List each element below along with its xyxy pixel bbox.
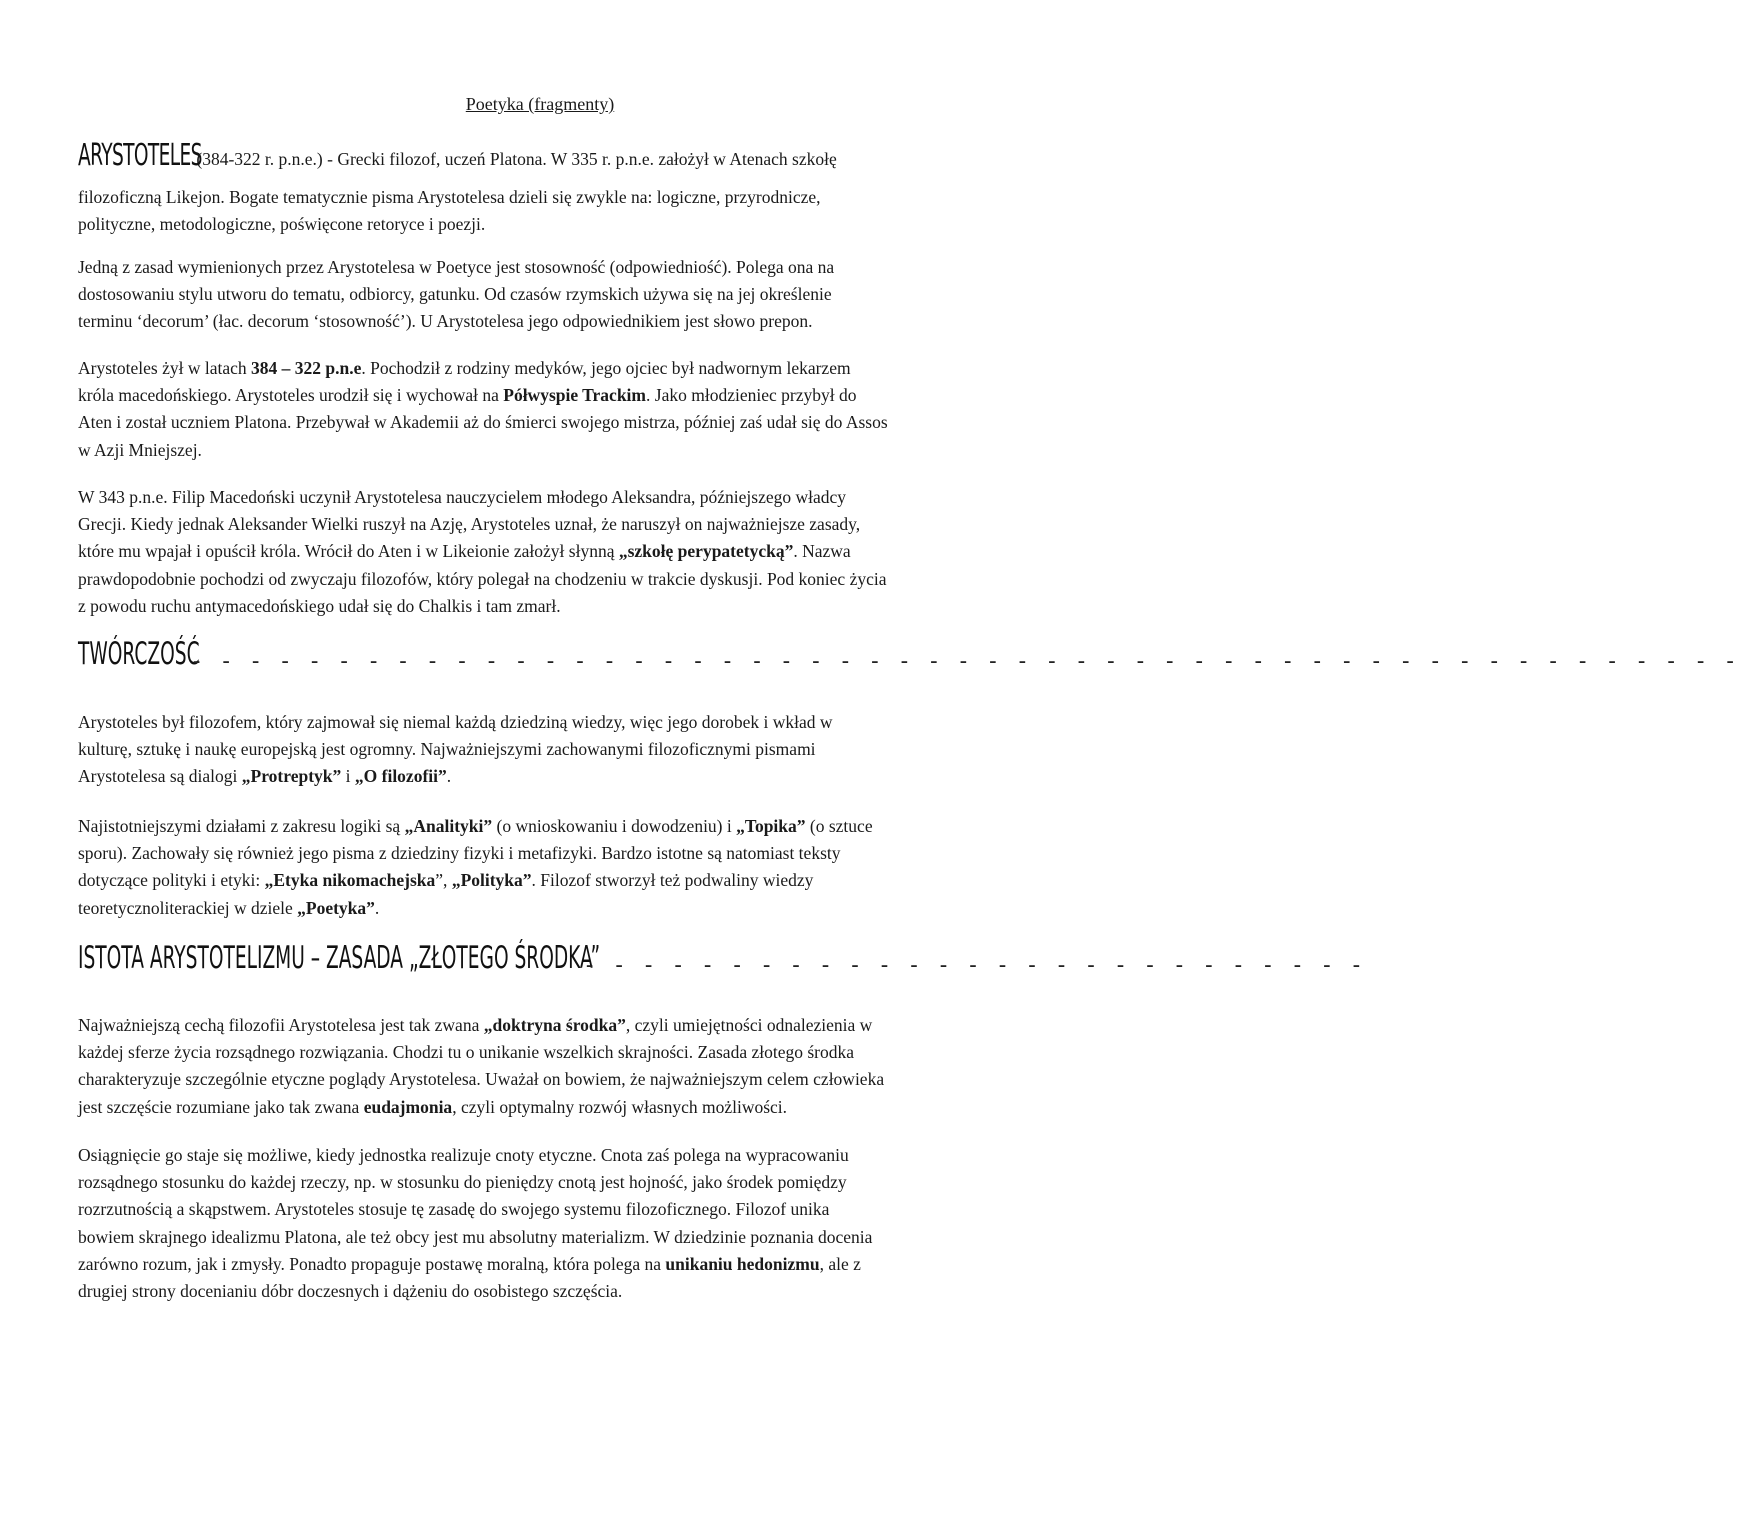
- text-line: każdej sferze życia rozsądnego rozwiązania. Chodzi tu o unikanie wszelkich skrajności. Zasada złotego środka: [78, 1042, 855, 1063]
- text-line: bowiem skrajnego idealizmu Platona, ale też obcy jest mu absolutny materializm. W dziedzinie poznania docenia: [78, 1226, 873, 1247]
- text-line: [78, 355, 1008, 382]
- text-line: [78, 382, 1008, 409]
- text: , czyli umiejętności odnalezienia w: [625, 1015, 873, 1035]
- intro-line-1: [78, 138, 837, 173]
- text: . Nazwa: [793, 541, 851, 562]
- section-heading-tworczosc: [78, 636, 1738, 683]
- text-line: sporu). Zachowały się również jego pisma z dziedziny fizyki i metafizyki. Bardzo istotne są natomiast teksty: [78, 843, 841, 864]
- text-line: dostosowaniu stylu utworu do tematu, odbiorcy, gatunku. Od czasów rzymskich używa się na jej określenie: [78, 284, 832, 305]
- text: . Pochodził z rodziny medyków, jego ojciec był nadwornym lekarzem: [361, 358, 851, 378]
- paragraph-decorum: [78, 254, 1008, 336]
- section-title: TWÓRCZOŚĆ: [78, 636, 200, 672]
- text: , ale z: [819, 1253, 861, 1274]
- text: , czyli optymalny rozwój własnych możliwości.: [452, 1096, 788, 1117]
- text-line: [78, 1012, 1008, 1039]
- text-line: [78, 867, 1008, 894]
- paragraph-works: [78, 709, 1008, 791]
- text-line: [78, 1251, 1008, 1278]
- text-line: w Azji Mniejszej.: [78, 439, 202, 460]
- page-title: Poetyka (fragmenty): [465, 94, 615, 114]
- text-line: Aten i został uczniem Platona. Przebywał w Akademii aż do śmierci swojego mistrza, później zaś udał się do Assos: [78, 412, 888, 433]
- text: . Filozof stworzył też podwaliny wiedzy: [531, 870, 814, 891]
- text-line: [78, 1094, 1008, 1121]
- text-line: W 343 p.n.e. Filip Macedoński uczynił Arystotelesa nauczycielem młodego Aleksandra, późniejszego władcy: [78, 487, 847, 507]
- text-line: [78, 813, 1008, 840]
- intro-paragraph: [78, 184, 1008, 238]
- text: .: [374, 897, 380, 918]
- dashed-rule: - - - - - - - - - - - - - - - - - - - - - - - - - - -: [583, 953, 1365, 978]
- text: Arystoteles żył w latach: [78, 358, 252, 378]
- text: (o sztuce: [805, 816, 873, 836]
- section-title: ISTOTA ARYSTOTELIZMU – ZASADA „ZŁOTEGO ŚRODKA”: [78, 940, 601, 976]
- bold-text: unikaniu hedonizmu: [665, 1253, 820, 1274]
- bold-text: „Protreptyk”: [241, 766, 342, 787]
- text: Najważniejszą cechą filozofii Arystotelesa jest tak zwana: [78, 1015, 484, 1035]
- text: . Jako młodzieniec przybył do: [646, 385, 857, 406]
- text-line: rozrzutnością a skąpstwem. Arystoteles stosuje tę zasadę do swojego systemu filozoficznego. Filozof unika: [78, 1199, 830, 1220]
- bold-text: „Poetyka”: [297, 897, 375, 918]
- text-line: Grecji. Kiedy jednak Aleksander Wielki ruszył na Azję, Arystoteles uznał, że naruszył on najważniejsze zasady,: [78, 514, 861, 535]
- text: ”,: [435, 870, 452, 891]
- text-line: Osiągnięcie go staje się możliwe, kiedy jednostka realizuje cnoty etyczne. Cnota zaś polega na wypracowaniu: [78, 1145, 849, 1165]
- section-heading-golden-mean: [78, 940, 1365, 987]
- text: .: [446, 766, 452, 787]
- text: dotyczące polityki i etyki:: [78, 870, 265, 891]
- bold-text: „Analityki”: [404, 816, 493, 836]
- bold-text: „O filozofii”: [354, 766, 447, 787]
- bold-text: „Polityka”: [451, 870, 532, 891]
- paragraph-alexander: [78, 484, 1008, 620]
- text-line: [78, 895, 1008, 922]
- bold-text: 384 – 322 p.n.e: [251, 358, 362, 378]
- paragraph-logic: [78, 813, 1008, 922]
- text-line: prawdopodobnie pochodzi od zwyczaju filozofów, który polegał na chodzeniu w trakcie dyskusji. Pod koniec życia: [78, 568, 887, 589]
- text: Arystotelesa są dialogi: [78, 766, 242, 787]
- text-line: Arystoteles był filozofem, który zajmował się niemal każdą dziedziną wiedzy, więc jego dorobek i wkład w: [78, 712, 833, 732]
- text: i: [341, 766, 355, 787]
- intro-line-2: filozoficzną Likejon. Bogate tematycznie pisma Arystotelesa dzieli się zwykle na: logiczne, przyrodnicze,: [78, 187, 821, 207]
- paragraph-doctrine: [78, 1012, 1008, 1121]
- bold-text: Półwyspie Trackim: [503, 385, 647, 406]
- paragraph-virtue: [78, 1142, 1008, 1305]
- bold-text: „Topika”: [736, 816, 806, 836]
- text: (o wnioskowaniu i dowodzeniu) i: [492, 816, 737, 836]
- text: króla macedońskiego. Arystoteles urodził się i wychował na: [78, 385, 504, 406]
- text-line: rozsądnego stosunku do każdej rzeczy, np. w stosunku do pieniędzy cnotą jest hojność, jako środek pomiędzy: [78, 1172, 847, 1193]
- text-line: terminu ‘decorum’ (łac. decorum ‘stosowność’). U Arystotelesa jego odpowiednikiem jest słowo prepon.: [78, 311, 813, 332]
- author-name-heading: ARYSTOTELES: [78, 138, 202, 173]
- bold-text: eudajmonia: [363, 1096, 453, 1117]
- text: Najistotniejszymi działami z zakresu logiki są: [78, 816, 405, 836]
- bold-text: „szkołę perypatetycką”: [618, 541, 794, 562]
- text: jest szczęście rozumiane jako tak zwana: [78, 1096, 364, 1117]
- bold-text: „Etyka nikomachejska: [264, 870, 436, 891]
- text-line: [78, 538, 1008, 565]
- text-line: kulturę, sztukę i naukę europejską jest ogromny. Najważniejszymi zachowanymi filozoficznymi pismami: [78, 739, 816, 760]
- text: zarówno rozum, jak i zmysły. Ponadto propaguje postawę moralną, która polega na: [78, 1253, 666, 1274]
- paragraph-biography: [78, 355, 1008, 464]
- text-line: drugiej strony docenianiu dóbr doczesnych i dążeniu do osobistego szczęścia.: [78, 1281, 623, 1302]
- text-line: z powodu ruchu antymacedońskiego udał się do Chalkis i tam zmarł.: [78, 595, 561, 616]
- text-line: [78, 763, 1008, 790]
- intro-text: (384-322 r. p.n.e.) - Grecki filozof, uczeń Platona. W 335 r. p.n.e. założył w Atenach szkołę: [192, 149, 837, 169]
- text: teoretycznoliterackiej w dziele: [78, 897, 298, 918]
- intro-line-3: polityczne, metodologiczne, poświęcone retoryce i poezji.: [78, 214, 486, 235]
- text-line: charakteryzuje szczególnie etyczne poglądy Arystotelesa. Uważał on bowiem, że najważniejszym celem człowieka: [78, 1069, 885, 1090]
- text: które mu wpajał i opuścił króla. Wrócił do Aten i w Likeionie założył słynną: [78, 541, 619, 562]
- dashed-rule: - - - - - - - - - - - - - - - - - - - - - - - - - - - - - - - - - - - - - - - - - - - - - - - - - - - - -: [190, 649, 1738, 674]
- text-line: Jedną z zasad wymienionych przez Arystotelesa w Poetyce jest stosowność (odpowiedniość). Polega ona na: [78, 257, 835, 277]
- bold-text: „doktryna środka”: [483, 1015, 626, 1035]
